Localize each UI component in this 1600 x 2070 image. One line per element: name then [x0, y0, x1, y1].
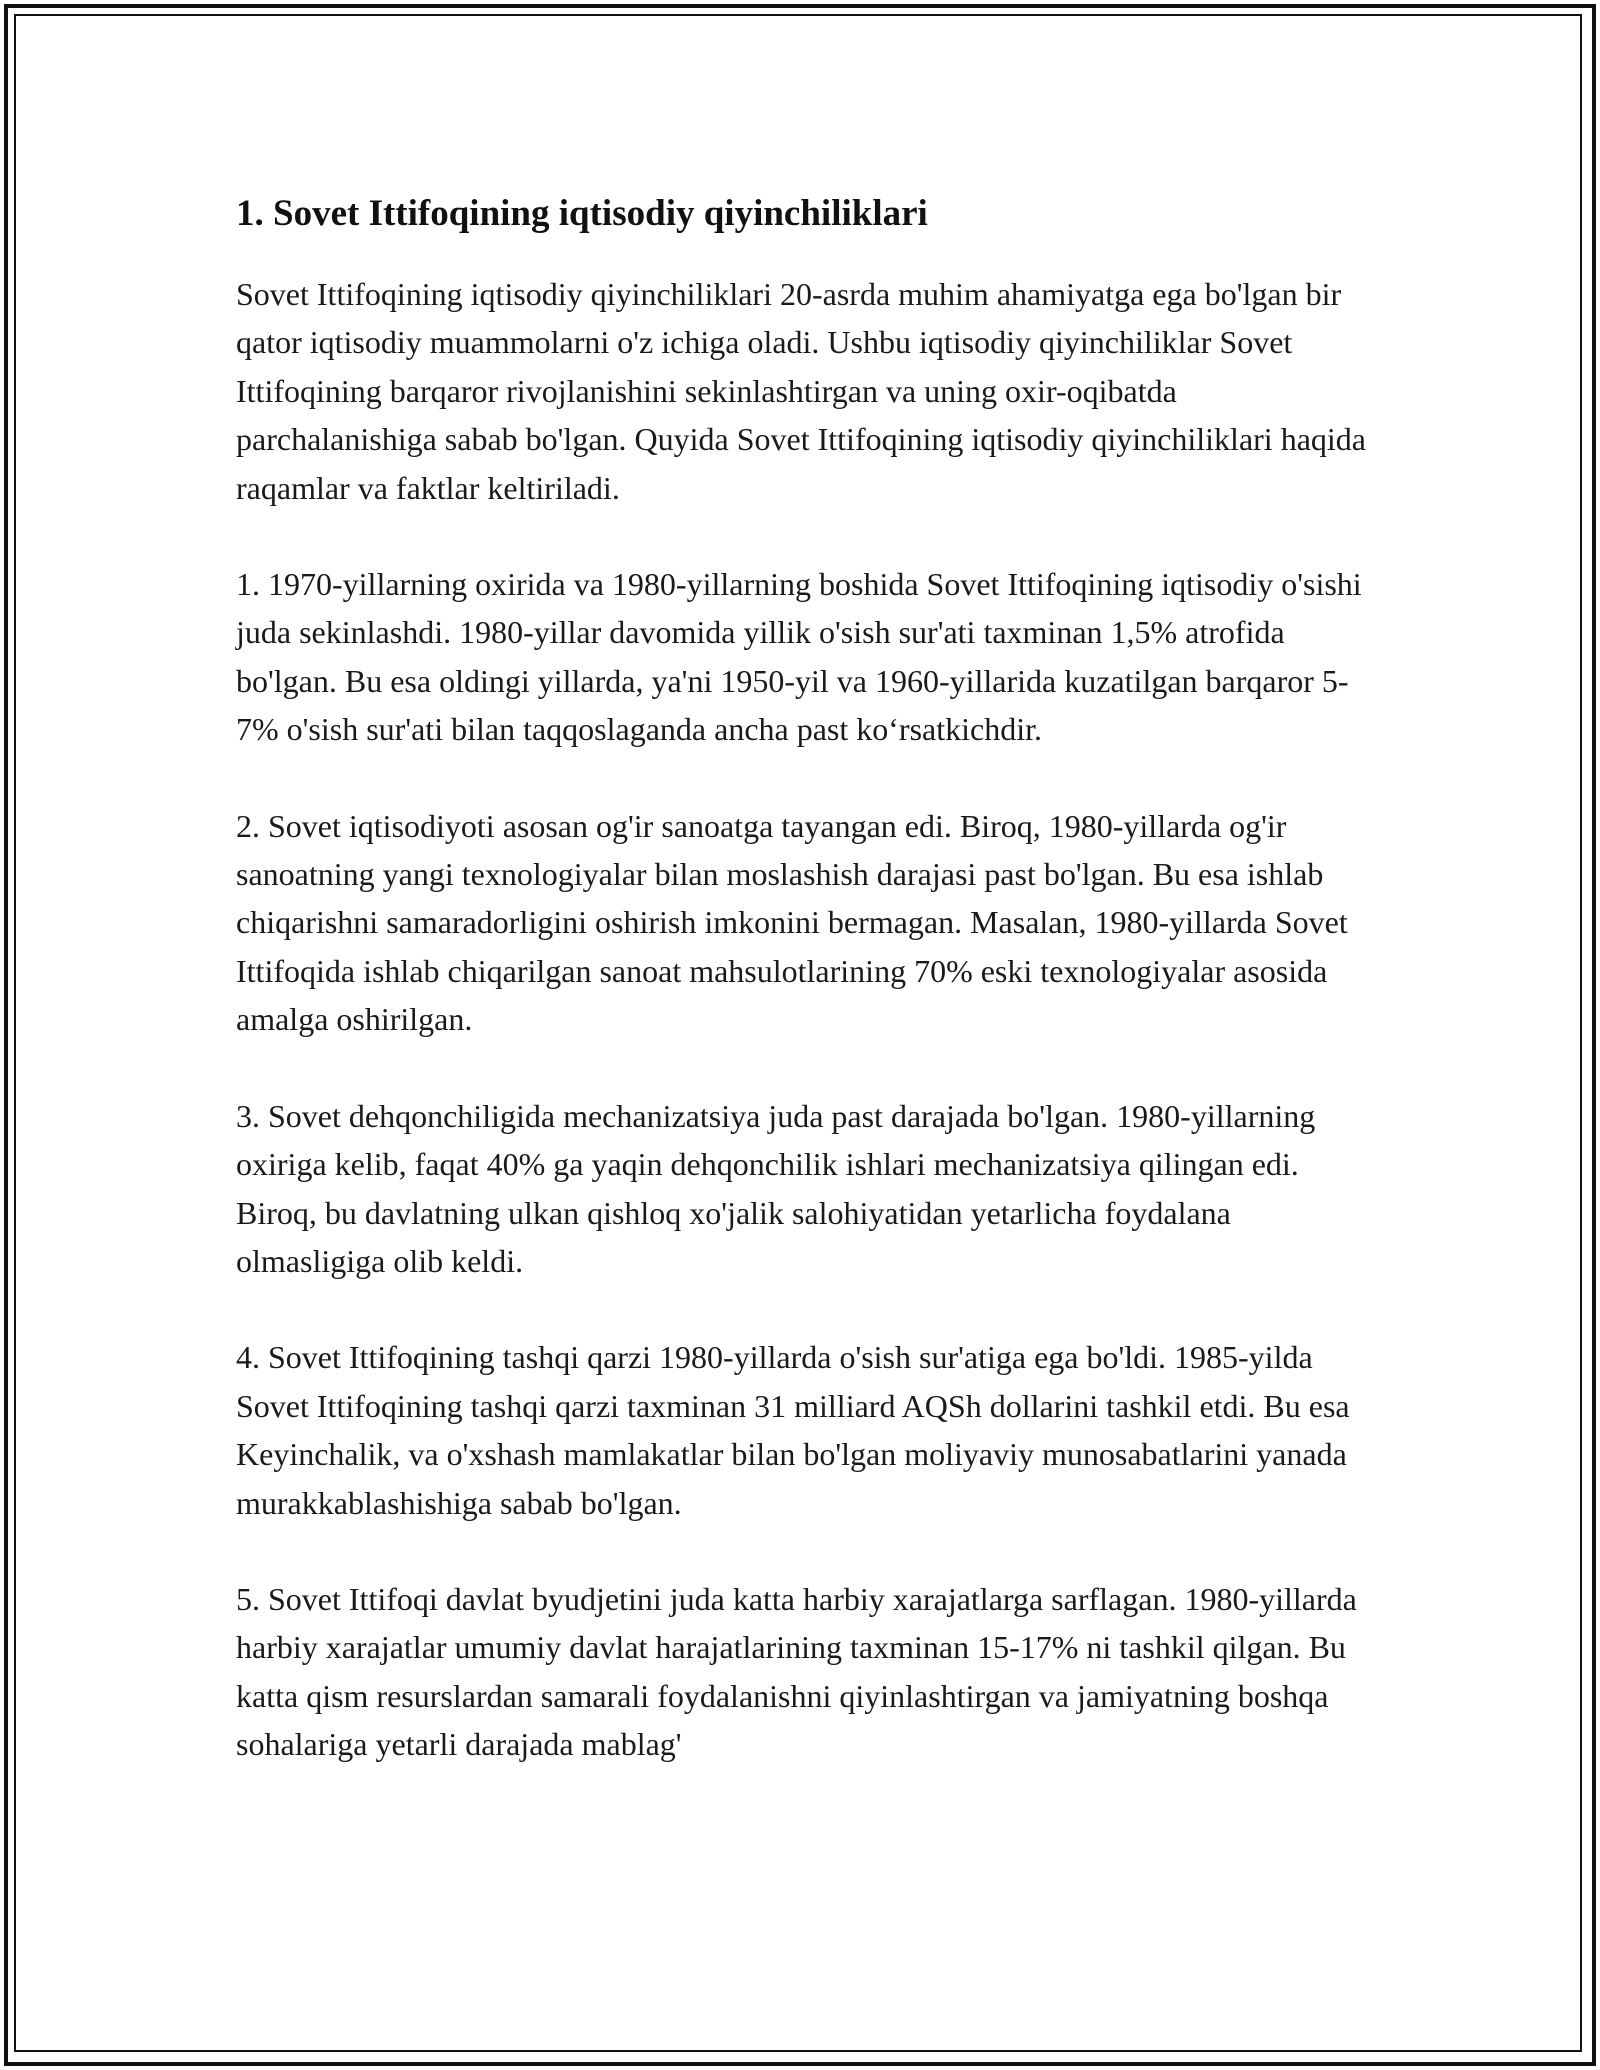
point-paragraph-5: 5. Sovet Ittifoqi davlat byudjetini juda katta harbiy xarajatlarga sarflagan. 1980-yillarda harbiy xarajatlar umumiy davlat harajatlarining taxminan 15-17% ni tashkil qilgan. Bu katta qism resurslardan samarali foydalanishni qiyinlashtirgan va jamiyatning boshqa sohalariga yetarli darajada mablag' [236, 1580, 1357, 1763]
intro-paragraph: Sovet Ittifoqining iqtisodiy qiyinchiliklari 20-asrda muhim ahamiyatga ega bo'lgan bir qator iqtisodiy muammolarni o'z ichiga oladi. Ushbu iqtisodiy qiyinchiliklar Sovet Ittifoqining barqaror rivojlanishini sekinlashtirgan va uning oxir-oqibatda parchalanishiga sabab bo'lgan. Quyida Sovet Ittifoqining iqtisodiy qiyinchiliklari haqida raqamlar va faktlar keltiriladi. [236, 276, 1366, 506]
document-body [236, 186, 1376, 1817]
point-paragraph-2: 2. Sovet iqtisodiyoti asosan og'ir sanoatga tayangan edi. Biroq, 1980-yillarda og'ir sanoatning yangi texnologiyalar bilan moslashish darajasi past bo'lgan. Bu esa ishlab chiqarishni samaradorligini oshirish imkonini bermagan. Masalan, 1980-yillarda Sovet Ittifoqida ishlab chiqarilgan sanoat mahsulotlarining 70% eski texnologiyalar asosida amalga oshirilgan. [236, 807, 1348, 1038]
point-paragraph-1: 1. 1970-yillarning oxirida va 1980-yillarning boshida Sovet Ittifoqining iqtisodiy o'sishi juda sekinlashdi. 1980-yillar davomida yillik o'sish sur'ati taxminan 1,5% atrofida bo'lgan. Bu esa oldingi yillarda, ya'ni 1950-yil va 1960-yillarida kuzatilgan barqaror 5-7% o'sish sur'ati bilan taqqoslaganda ancha past ko‘rsatkichdir. [236, 566, 1362, 748]
section-heading: 1. Sovet Ittifoqining iqtisodiy qiyinchiliklari [236, 193, 928, 234]
point-paragraph-3: 3. Sovet dehqonchiligida mechanizatsiya juda past darajada bo'lgan. 1980-yillarning oxiriga kelib, faqat 40% ga yaqin dehqonchilik ishlari mechanizatsiya qilingan edi. Biroq, bu davlatning ulkan qishloq xo'jalik salohiyatidan yetarlicha foydalana olmasligiga olib keldi. [236, 1097, 1316, 1279]
point-paragraph-4: 4. Sovet Ittifoqining tashqi qarzi 1980-yillarda o'sish sur'atiga ega bo'ldi. 1985-yilda Sovet Ittifoqining tashqi qarzi taxminan 31 milliard AQSh dollarini tashkil etdi. Bu esa Keyinchalik, va o'xshash mamlakatlar bilan bo'lgan moliyaviy munosabatlarini yanada murakkablashishiga sabab bo'lgan. [236, 1339, 1350, 1521]
